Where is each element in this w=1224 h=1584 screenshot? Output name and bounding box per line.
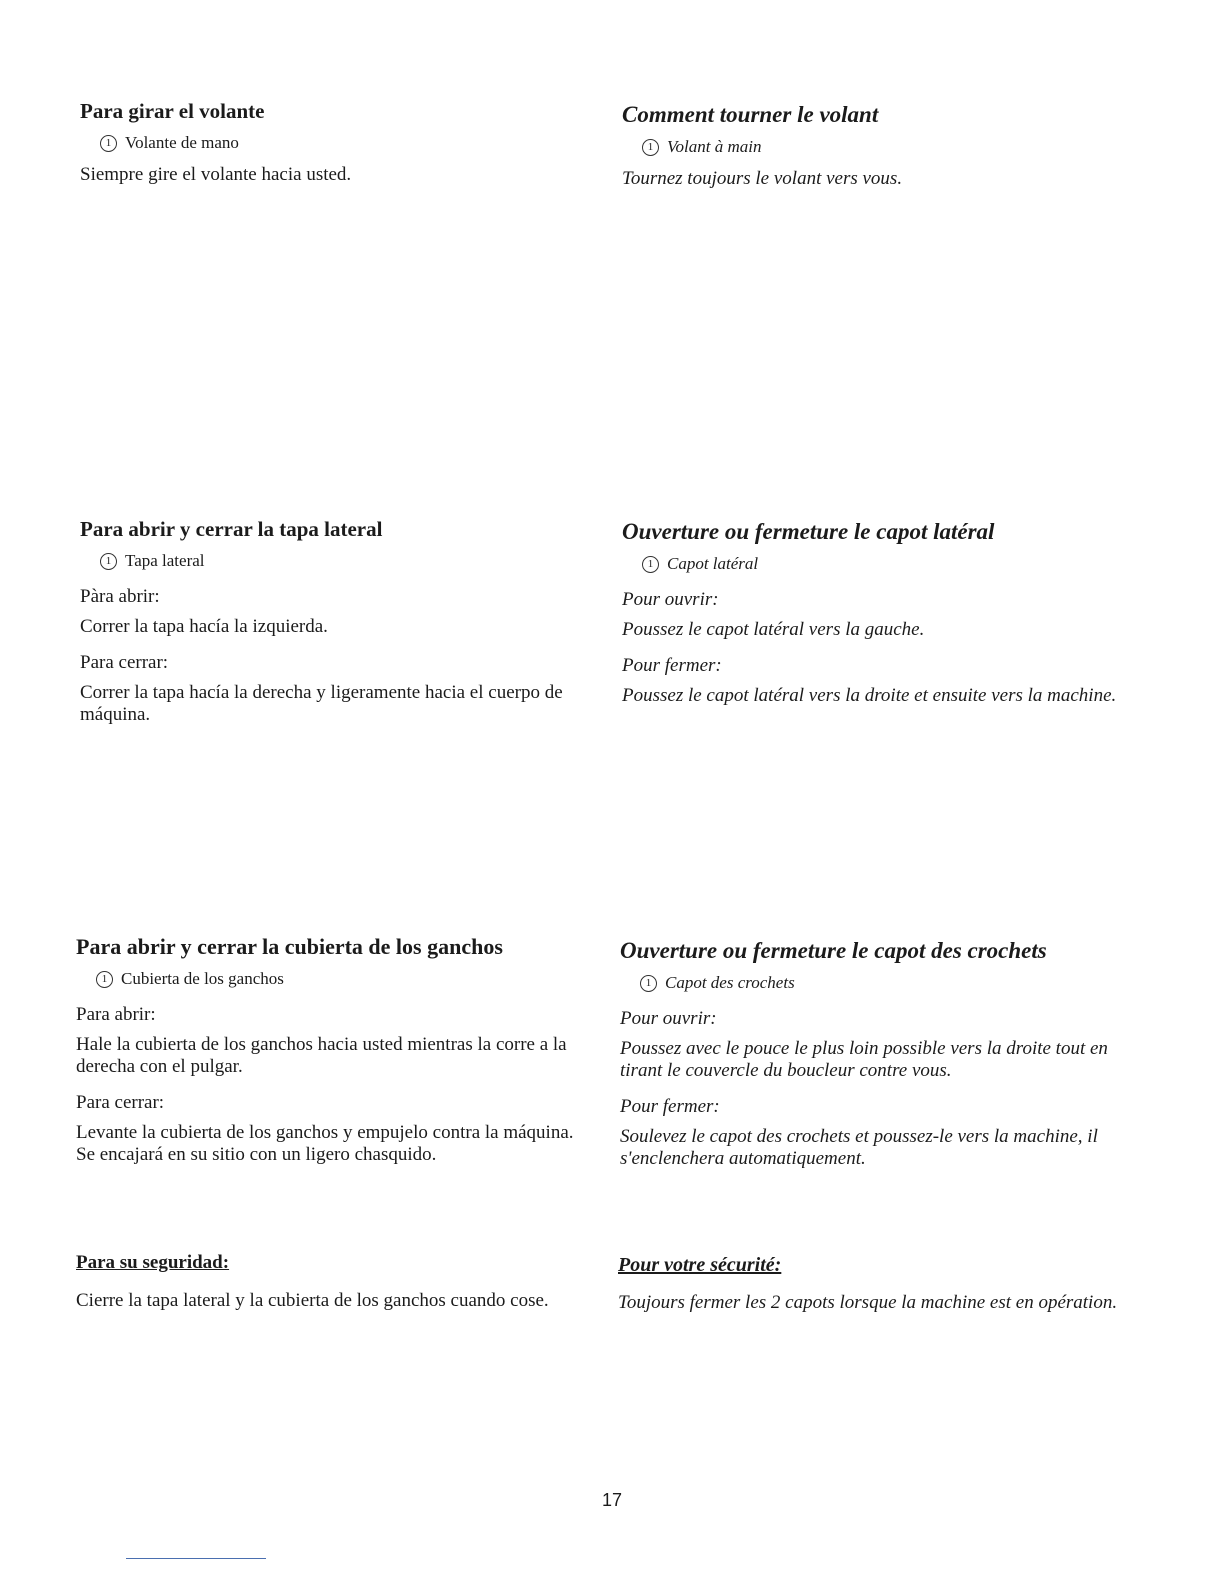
circled-number-icon: 1 [100,553,117,570]
paragraph: Siempre gire el volante hacia usted. [80,164,352,185]
section-cubierta-ganchos-es [76,934,596,1166]
circled-number-icon: 1 [642,139,659,156]
close-label: Para cerrar: [76,1092,165,1113]
safety-fr [618,1252,1138,1314]
section-title: Ouverture ou fermeture le capot des crochets [620,938,1047,963]
safety-text: Cierre la tapa lateral y la cubierta de los ganchos cuando cose. [76,1290,549,1311]
section-title: Para abrir y cerrar la tapa lateral [80,517,383,541]
section-title: Comment tourner le volant [622,102,879,127]
close-text: Poussez le capot latéral vers la droite et ensuite vers la machine. [622,685,1117,706]
section-title: Para abrir y cerrar la cubierta de los ganchos [76,934,503,959]
close-text: Correr la tapa hacía la derecha y ligeramente hacia el cuerpo de máquina. [80,682,563,725]
paragraph: Tournez toujours le volant vers vous. [622,168,903,189]
open-text: Hale la cubierta de los ganchos hacia usted mientras la corre a la derecha con el pulgar. [76,1034,567,1077]
safety-text: Toujours fermer les 2 capots lorsque la machine est en opération. [618,1292,1118,1313]
open-label: Para abrir: [76,1004,156,1025]
legend-label: Tapa lateral [125,551,205,570]
section-volante-fr [622,102,1142,190]
safety-es [76,1250,596,1312]
circled-number-icon: 1 [642,556,659,573]
legend-label: Capot latéral [667,554,759,573]
legend [100,132,600,154]
open-text: Correr la tapa hacía la izquierda. [80,616,328,637]
page-number: 17 [601,1490,623,1510]
circled-number-icon: 1 [100,135,117,152]
legend-label: Cubierta de los ganchos [121,969,284,988]
open-text: Poussez avec le pouce le plus loin possible vers la droite tout en tirant le couvercle du boucleur contre vous. [620,1038,1108,1081]
footer-rule [126,1558,266,1559]
legend [642,553,1142,575]
close-text: Levante la cubierta de los ganchos y empujelo contra la máquina. Se encajará en su sitio con un ligero chasquido. [76,1122,574,1165]
close-text: Soulevez le capot des crochets et poussez-le vers la machine, il s'enclenchera automatiquement. [620,1126,1098,1169]
circled-number-icon: 1 [96,971,113,988]
section-tapa-lateral-es [80,516,600,726]
safety-title: Para su seguridad: [76,1252,230,1273]
legend-label: Volant à main [667,137,762,156]
section-capot-crochets-fr [620,938,1140,1170]
legend [642,136,1142,158]
section-volante-es [80,98,600,186]
open-label: Pàra abrir: [80,586,160,607]
close-label: Pour fermer: [622,655,722,676]
legend [96,968,596,990]
legend-label: Volante de mano [125,133,239,152]
open-label: Pour ouvrir: [622,589,719,610]
close-label: Para cerrar: [80,652,169,673]
section-title: Para girar el volante [80,99,265,123]
open-label: Pour ouvrir: [620,1008,717,1029]
legend [100,550,600,572]
legend [640,972,1140,994]
open-text: Poussez le capot latéral vers la gauche. [622,619,925,640]
section-capot-lateral-fr [622,519,1142,707]
safety-title: Pour votre sécurité: [618,1254,782,1276]
section-title: Ouverture ou fermeture le capot latéral [622,519,995,544]
close-label: Pour fermer: [620,1096,720,1117]
circled-number-icon: 1 [640,975,657,992]
legend-label: Capot des crochets [665,973,795,992]
